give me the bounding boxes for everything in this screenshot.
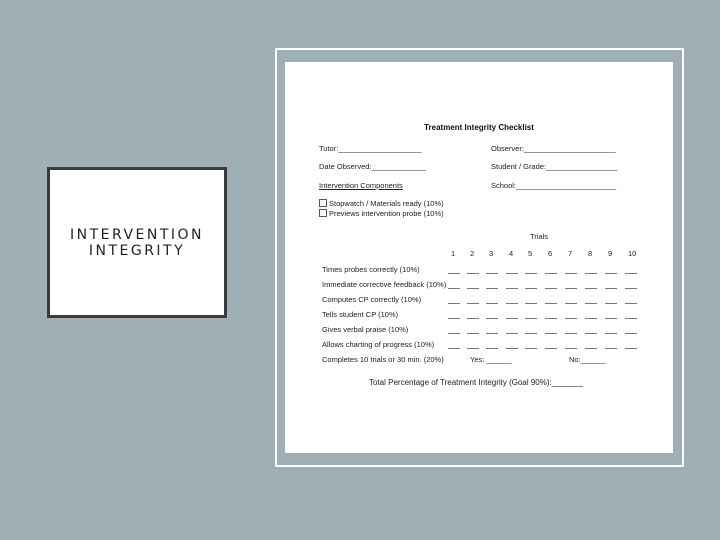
trial-blank xyxy=(565,333,577,334)
trial-blank xyxy=(525,318,537,319)
trial-blank xyxy=(545,288,557,289)
trial-blank xyxy=(448,333,460,334)
trial-blank xyxy=(605,288,617,289)
trial-number: 1 xyxy=(451,249,456,258)
trial-number: 9 xyxy=(608,249,613,258)
trial-blank xyxy=(467,303,479,304)
checkbox-item xyxy=(319,199,444,208)
trial-number: 10 xyxy=(628,249,637,258)
checkbox-item xyxy=(319,209,444,218)
tutor-field: Tutor:____________________ xyxy=(319,144,422,153)
checklist-row-label: Gives verbal praise (10%) xyxy=(322,325,409,334)
checklist-title: Treatment Integrity Checklist xyxy=(424,123,534,132)
student-grade-field: Student / Grade:_________________ xyxy=(491,162,617,171)
trial-blank xyxy=(467,348,479,349)
trial-blank xyxy=(525,333,537,334)
trial-blank xyxy=(545,303,557,304)
trial-blank xyxy=(585,303,597,304)
checkbox-icon xyxy=(319,209,327,217)
trial-blank xyxy=(585,288,597,289)
checklist-row-label: Times probes correctly (10%) xyxy=(322,265,420,274)
trial-blank xyxy=(486,288,498,289)
section-title-line-2: INTEGRITY xyxy=(88,242,186,259)
trial-blank xyxy=(565,288,577,289)
section-title-card xyxy=(47,167,227,318)
yes-field: Yes: ______ xyxy=(470,355,512,364)
trial-blank xyxy=(525,273,537,274)
trial-blank xyxy=(585,318,597,319)
checklist-row-label: Computes CP correctly (10%) xyxy=(322,295,422,304)
date-observed-field: Date Observed:_____________ xyxy=(319,162,426,171)
trial-blank xyxy=(506,303,518,304)
section-title-line-1: INTERVENTION xyxy=(69,226,205,243)
checklist-row-label: Tells student CP (10%) xyxy=(322,310,399,319)
trial-number: 4 xyxy=(509,249,514,258)
trial-number: 2 xyxy=(470,249,475,258)
trial-blank xyxy=(585,273,597,274)
completes-trials-label: Completes 10 trials or 30 min. (20%) xyxy=(322,355,444,364)
trial-blank xyxy=(486,303,498,304)
trial-blank xyxy=(448,303,460,304)
school-field: School:________________________ xyxy=(491,181,617,190)
trial-number: 8 xyxy=(588,249,593,258)
trial-blank xyxy=(625,318,637,319)
trial-blank xyxy=(467,273,479,274)
no-field: No:______ xyxy=(569,355,606,364)
trial-blank xyxy=(545,348,557,349)
trial-blank xyxy=(448,318,460,319)
trial-blank xyxy=(448,348,460,349)
trial-blank xyxy=(545,318,557,319)
trial-blank xyxy=(486,333,498,334)
trials-label: Trials xyxy=(530,232,549,241)
trial-blank xyxy=(506,288,518,289)
trial-blank xyxy=(605,318,617,319)
trial-blank xyxy=(506,333,518,334)
trial-number: 7 xyxy=(568,249,573,258)
trial-blank xyxy=(525,288,537,289)
trial-blank xyxy=(585,333,597,334)
trial-blank xyxy=(625,333,637,334)
trial-blank xyxy=(467,333,479,334)
trial-number: 5 xyxy=(528,249,533,258)
trial-blank xyxy=(625,348,637,349)
trial-blank xyxy=(545,333,557,334)
trial-blank xyxy=(605,303,617,304)
trial-blank xyxy=(486,318,498,319)
trial-blank xyxy=(525,348,537,349)
checkbox-icon xyxy=(319,199,327,207)
trial-blank xyxy=(605,333,617,334)
trial-blank xyxy=(448,273,460,274)
trial-blank xyxy=(506,348,518,349)
intervention-components-heading: Intervention Components xyxy=(319,181,403,190)
trial-number: 6 xyxy=(548,249,553,258)
observer-field: Observer:______________________ xyxy=(491,144,616,153)
trial-blank xyxy=(565,348,577,349)
trial-blank xyxy=(467,318,479,319)
trial-blank xyxy=(565,273,577,274)
total-percentage-line: Total Percentage of Treatment Integrity (Goal 90%):_______ xyxy=(369,378,583,387)
checklist-document xyxy=(285,62,673,453)
trial-blank xyxy=(506,273,518,274)
trial-blank xyxy=(525,303,537,304)
trial-blank xyxy=(585,348,597,349)
trial-blank xyxy=(625,273,637,274)
checklist-row-label: Allows charting of progress (10%) xyxy=(322,340,435,349)
trial-blank xyxy=(486,273,498,274)
trial-blank xyxy=(486,348,498,349)
trial-number: 3 xyxy=(489,249,494,258)
trial-blank xyxy=(467,288,479,289)
trial-blank xyxy=(545,273,557,274)
checkbox-label: Previews intervention probe (10%) xyxy=(329,209,444,218)
trial-blank xyxy=(625,303,637,304)
trial-blank xyxy=(448,288,460,289)
trial-blank xyxy=(605,348,617,349)
trial-blank xyxy=(565,318,577,319)
checklist-row-label: Immediate corrective feedback (10%) xyxy=(322,280,447,289)
trial-blank xyxy=(565,303,577,304)
checkbox-label: Stopwatch / Materials ready (10%) xyxy=(329,199,444,208)
trial-blank xyxy=(506,318,518,319)
trial-blank xyxy=(625,288,637,289)
trial-blank xyxy=(605,273,617,274)
